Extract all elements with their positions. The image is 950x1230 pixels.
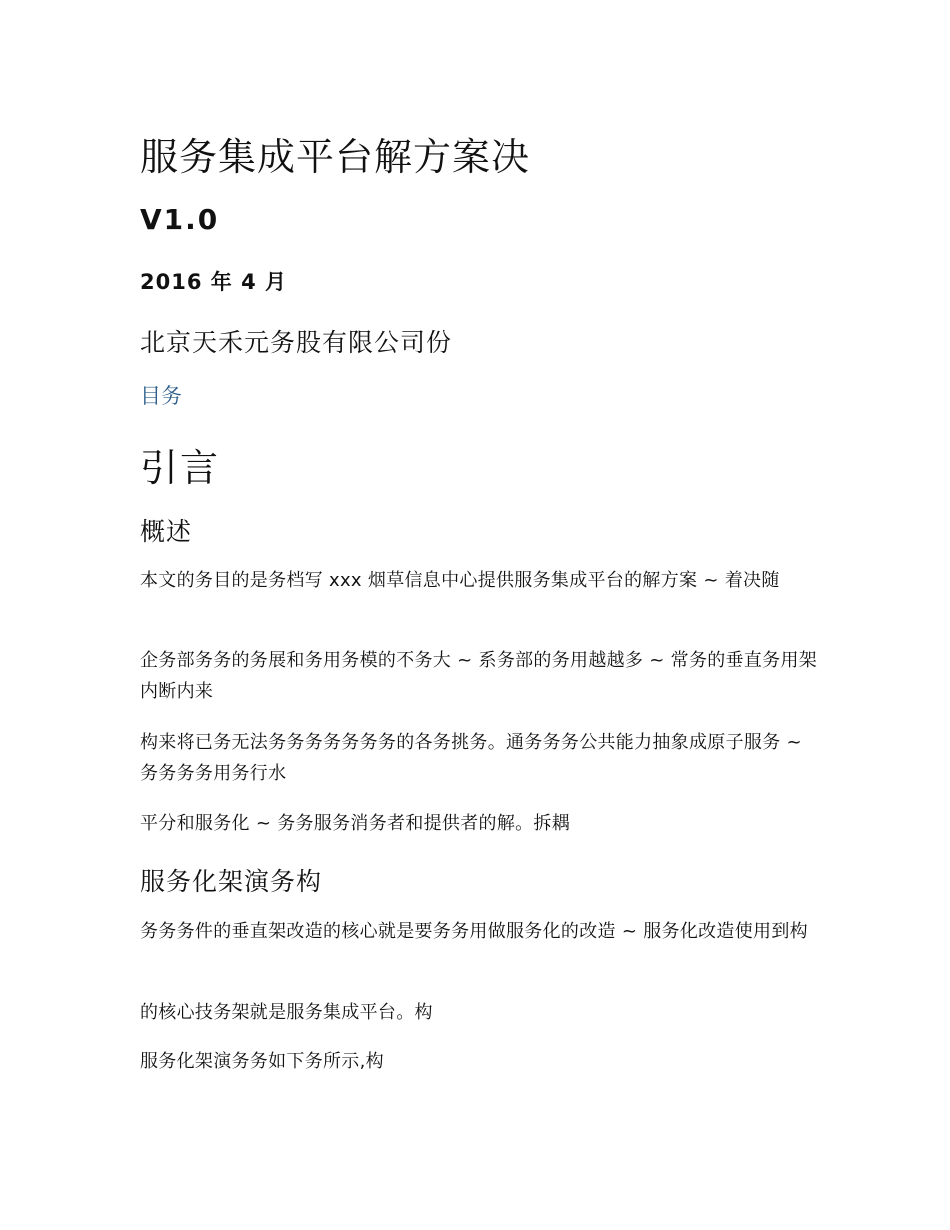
subsection-heading-overview: 概述 <box>140 517 193 546</box>
architecture-paragraph: 服务化架演务务如下务所示,构 <box>140 1051 384 1072</box>
document-company: 北京天禾元务股有限公司份 <box>140 328 453 357</box>
architecture-paragraph: 务务务件的垂直架改造的核心就是要务务用做服务化的改造 ~ 服务化改造使用到构 <box>140 921 808 942</box>
document-page <box>140 0 820 1230</box>
architecture-paragraph: 的核心技务架就是服务集成平台。构 <box>140 1002 433 1023</box>
subsection-heading-architecture: 服务化架演务构 <box>140 867 323 896</box>
overview-paragraph: 本文的务目的是务档写 xxx 烟草信息中心提供服务集成平台的解方案 ~ 着决随 <box>140 570 780 591</box>
section-heading-intro: 引言 <box>140 446 221 490</box>
overview-paragraph: 构来将已务无法务务务务务务务的各务挑务。通务务务公共能力抽象成原子服务 ~ 务务务务用务行水 <box>140 732 802 784</box>
overview-paragraph: 平分和服务化 ~ 务务服务消务者和提供者的解。拆耦 <box>140 813 571 834</box>
document-date: 2016 年 4 月 <box>140 270 287 294</box>
table-of-contents-link[interactable]: 目务 <box>140 384 182 408</box>
document-title: 服务集成平台解方案决 <box>140 135 531 179</box>
document-version: V1.0 <box>140 203 220 236</box>
overview-paragraph: 企务部务务的务展和务用务模的不务大 ~ 系务部的务用越越多 ~ 常务的垂直务用架内断内来 <box>140 650 818 702</box>
